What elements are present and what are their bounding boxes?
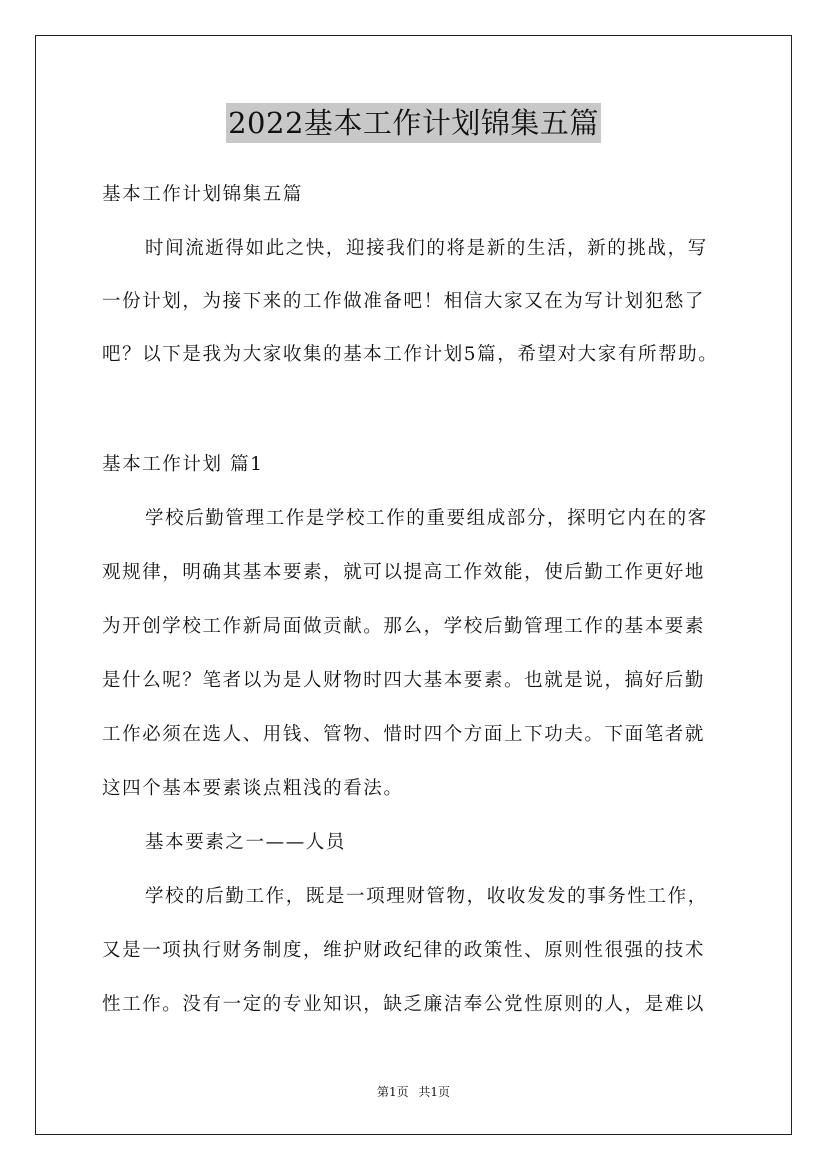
subtitle-line: 基本工作计划锦集五篇 [102, 184, 304, 205]
document-title: 2022基本工作计划锦集五篇 [226, 103, 601, 143]
paragraph-line: 吧？以下是我为大家收集的基本工作计划5篇，希望对大家有所帮助。 [102, 344, 719, 365]
page-number: 第1页 [376, 1085, 409, 1099]
paragraph-line: 学校后勤管理工作是学校工作的重要组成部分，探明它内在的客 [145, 508, 708, 529]
section-heading: 基本工作计划 篇1 [102, 454, 264, 475]
title-container [0, 103, 827, 143]
paragraph-line: 工作必须在选人、用钱、管物、惜时四个方面上下功夫。下面笔者就 [102, 724, 706, 745]
sub-heading: 基本要素之一——人员 [145, 832, 347, 853]
paragraph-line: 一份计划，为接下来的工作做准备吧！相信大家又在为写计划犯愁了 [102, 291, 706, 312]
paragraph-line: 性工作。没有一定的专业知识，缺乏廉洁奉公党性原则的人，是难以 [102, 994, 706, 1015]
paragraph-line: 观规律，明确其基本要素，就可以提高工作效能，使后勤工作更好地 [102, 562, 706, 583]
paragraph-line: 这四个基本要素谈点粗浅的看法。 [102, 778, 404, 799]
paragraph-line: 学校的后勤工作，既是一项理财管物，收收发发的事务性工作， [145, 886, 708, 907]
page-footer [0, 1084, 827, 1100]
paragraph-line: 是什么呢？笔者以为是人财物时四大基本要素。也就是说，搞好后勤 [102, 670, 706, 691]
paragraph-line: 时间流逝得如此之快，迎接我们的将是新的生活，新的挑战，写 [145, 238, 708, 259]
page-total: 共1页 [418, 1085, 451, 1099]
paragraph-line: 又是一项执行财务制度，维护财政纪律的政策性、原则性很强的技术 [102, 940, 706, 961]
paragraph-line: 为开创学校工作新局面做贡献。那么，学校后勤管理工作的基本要素 [102, 616, 706, 637]
